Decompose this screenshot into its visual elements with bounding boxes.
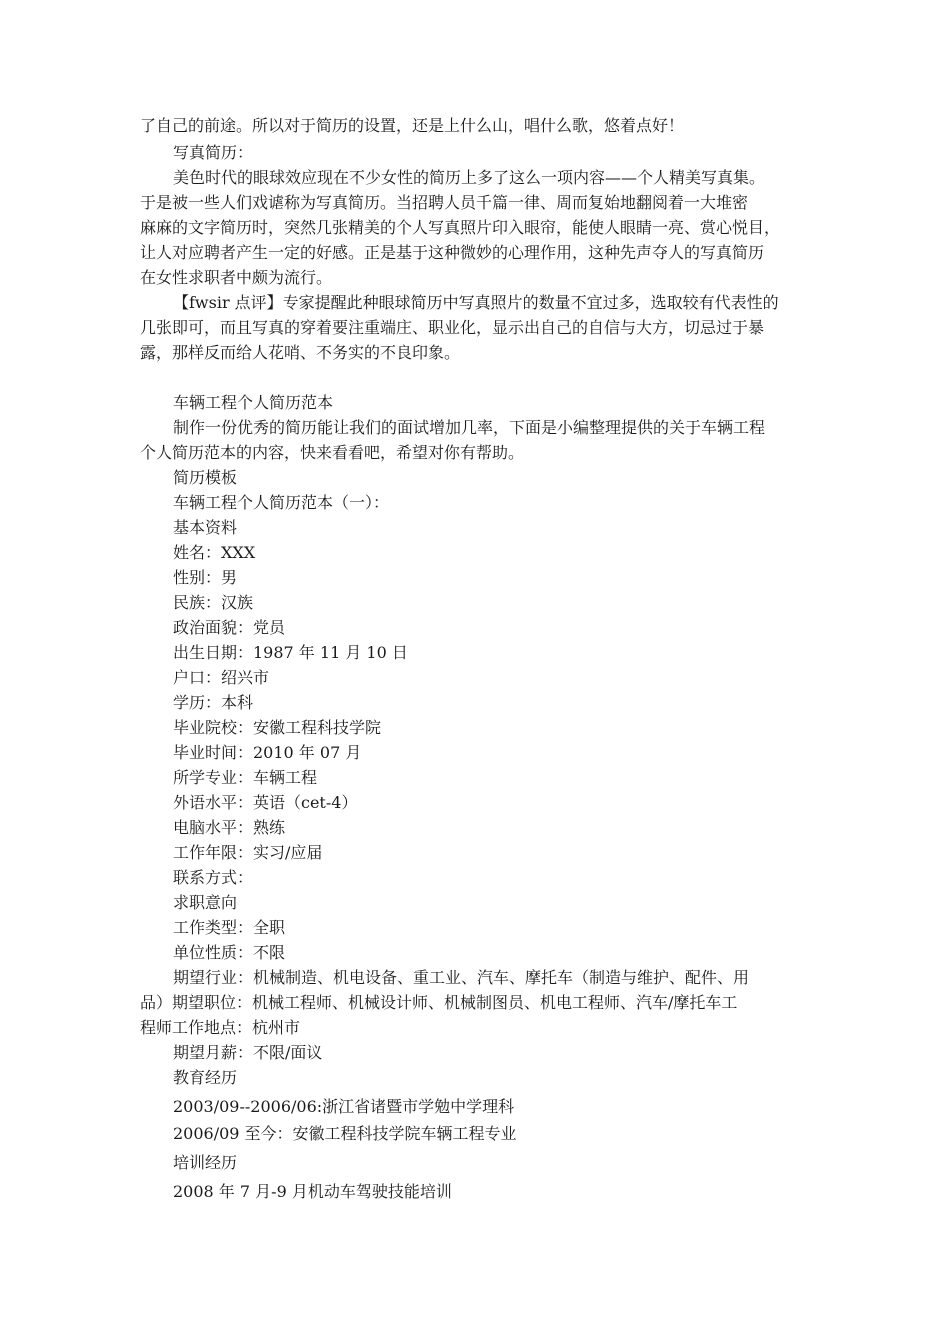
resume-field: 电脑水平：熟练: [173, 818, 286, 837]
paragraph-line: 让人对应聘者产生一定的好感。正是基于这种微妙的心理作用，这种先声夺人的写真简历: [140, 243, 765, 262]
resume-field: 品）期望职位：机械工程师、机械设计师、机械制图员、机电工程师、汽车/摩托车工: [140, 993, 738, 1012]
paragraph-line: 美色时代的眼球效应现在不少女性的简历上多了这么一项内容——个人精美写真集。: [173, 168, 766, 187]
resume-field: 期望行业：机械制造、机电设备、重工业、汽车、摩托车（制造与维护、配件、用: [173, 968, 750, 987]
section-heading: 教育经历: [173, 1068, 238, 1087]
resume-field: 单位性质：不限: [173, 943, 286, 962]
resume-field: 性别：男: [173, 568, 238, 587]
paragraph-line: 了自己的前途。所以对于简历的设置，还是上什么山，唱什么歌，悠着点好！: [140, 116, 685, 135]
section-heading: 基本资料: [173, 518, 238, 537]
resume-field: 程师工作地点：杭州市: [140, 1018, 301, 1037]
paragraph-line: 露，那样反而给人花哨、不务实的不良印象。: [140, 343, 461, 362]
section-heading: 车辆工程个人简历范本（一）：: [173, 493, 390, 512]
resume-field: 工作年限：实习/应届: [173, 843, 323, 862]
resume-field: 政治面貌：党员: [173, 618, 286, 637]
resume-field: 期望月薪：不限/面议: [173, 1043, 323, 1062]
resume-field: 姓名：XXX: [173, 543, 256, 562]
paragraph-line: 【fwsir 点评】专家提醒此种眼球简历中写真照片的数量不宜过多，选取较有代表性的: [173, 293, 779, 312]
resume-field: 出生日期：1987 年 11 月 10 日: [173, 643, 408, 662]
resume-field: 民族：汉族: [173, 593, 254, 612]
section-title: 车辆工程个人简历范本: [173, 393, 334, 412]
education-entry: 2003/09--2006/06:浙江省诸暨市学勉中学理科: [173, 1097, 515, 1116]
paragraph-line: 几张即可，而且写真的穿着要注重端庄、职业化，显示出自己的自信与大方，切忌过于暴: [140, 318, 765, 337]
training-entry: 2008 年 7 月-9 月机动车驾驶技能培训: [173, 1182, 452, 1201]
resume-field: 学历：本科: [173, 693, 254, 712]
paragraph-line: 于是被一些人们戏谑称为写真简历。当招聘人员千篇一律、周而复始地翻阅着一大堆密: [140, 193, 749, 212]
resume-field: 户口：绍兴市: [173, 668, 270, 687]
paragraph-line: 在女性求职者中颇为流行。: [140, 268, 333, 287]
resume-field: 工作类型：全职: [173, 918, 286, 937]
paragraph-line: 个人简历范本的内容，快来看看吧，希望对你有帮助。: [140, 443, 525, 462]
resume-field: 所学专业：车辆工程: [173, 768, 318, 787]
section-heading: 简历模板: [173, 468, 238, 487]
section-heading: 写真简历：: [173, 143, 254, 162]
education-entry: 2006/09 至今：安徽工程科技学院车辆工程专业: [173, 1124, 517, 1143]
paragraph-line: 麻麻的文字简历时，突然几张精美的个人写真照片印入眼帘，能使人眼睛一亮、赏心悦目，: [140, 218, 781, 237]
section-heading: 求职意向: [173, 893, 238, 912]
resume-field: 毕业院校：安徽工程科技学院: [173, 718, 382, 737]
resume-field: 联系方式：: [173, 868, 254, 887]
paragraph-line: 制作一份优秀的简历能让我们的面试增加几率，下面是小编整理提供的关于车辆工程: [173, 418, 766, 437]
section-heading: 培训经历: [173, 1153, 238, 1172]
resume-field: 毕业时间：2010 年 07 月: [173, 743, 362, 762]
resume-field: 外语水平：英语（cet-4）: [173, 793, 358, 812]
